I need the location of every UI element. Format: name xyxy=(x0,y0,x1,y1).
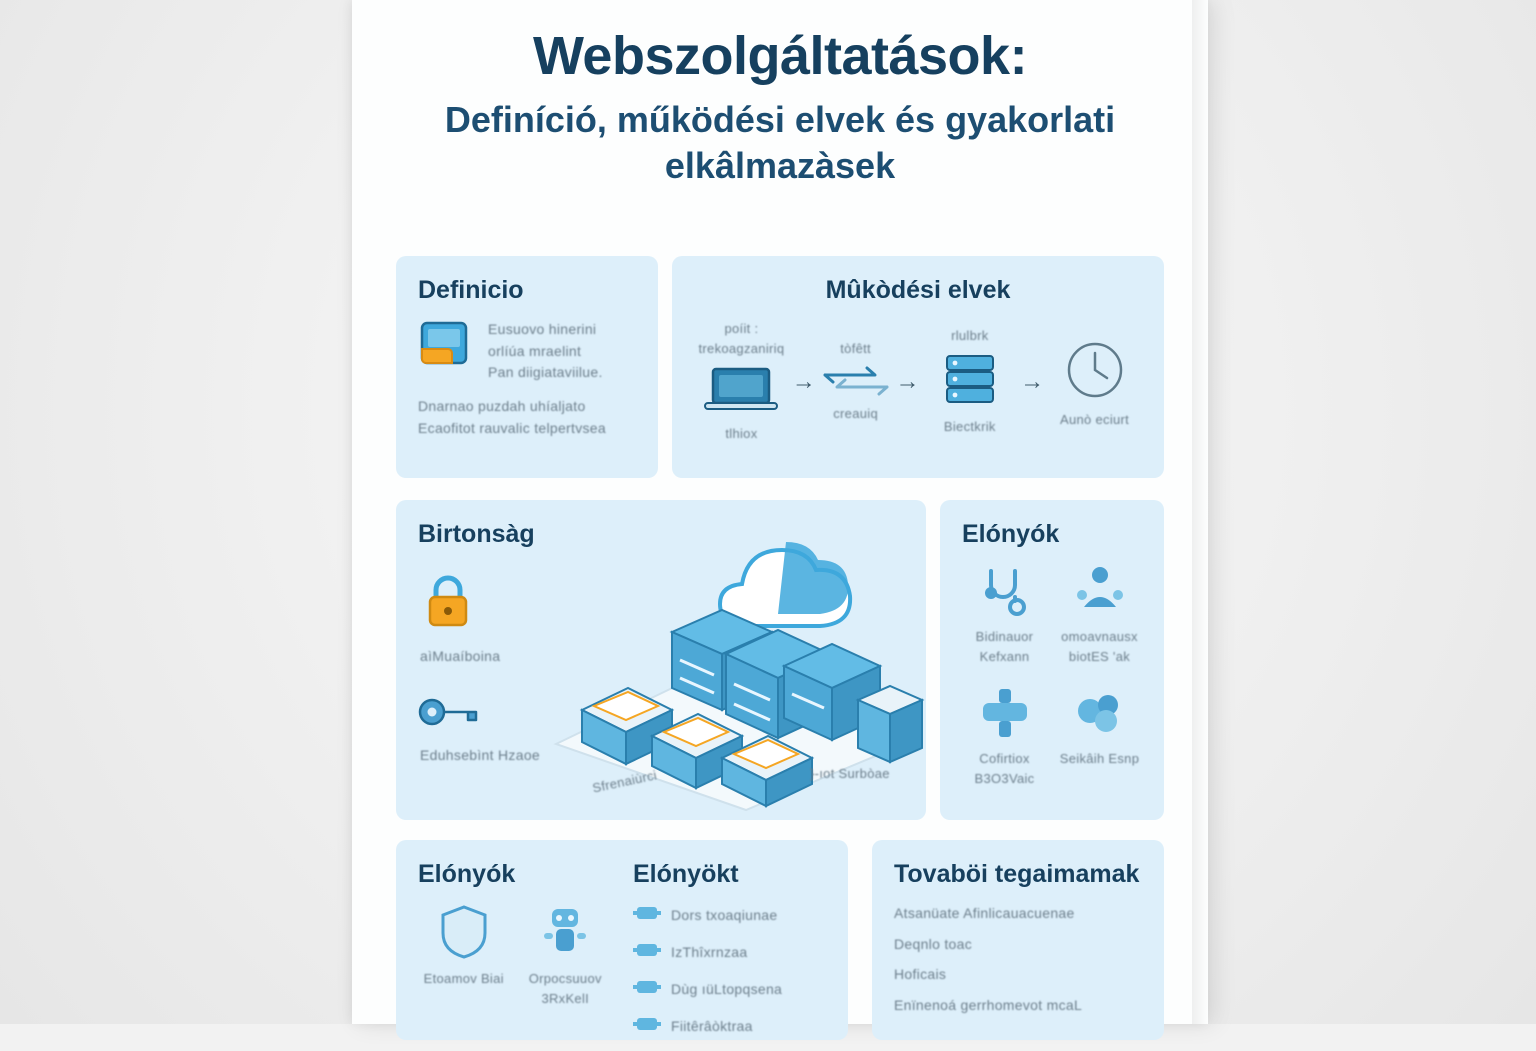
definicio-line: Eusuovo hinerini orlíúa mraelint xyxy=(488,321,597,359)
elonyok-bottom-cell-1 xyxy=(418,903,510,1009)
flow-step-4-bottom-label: Aunò eciurt xyxy=(1060,412,1130,428)
panel-biztonsag xyxy=(396,500,926,820)
definicio-text-block-2 xyxy=(418,396,636,439)
definicio-line: Ecaofitot rauvalic telpertvsea xyxy=(418,419,606,436)
arrow-right-icon-1: → xyxy=(791,367,816,395)
panel-elonyok-bottom-left-title: Elónyók xyxy=(418,860,516,888)
elonyokt-bullet-3-label: Dùg ıüLtopqsena xyxy=(671,980,783,997)
elonyok-right-grid xyxy=(962,563,1142,790)
flow-step-3-bottom-label: Biectkrik xyxy=(943,419,996,435)
elonyokt-bullet-4 xyxy=(633,1014,826,1039)
infographic-poster xyxy=(352,0,1208,1034)
elonyok-bottom-left-col xyxy=(418,860,611,1051)
panel-elonyokt-title: Elónyökt xyxy=(633,860,739,888)
tovabbi-line: Enïnenoá gerrhomevot mcaL xyxy=(894,997,1083,1014)
arrow-right-icon-3: → xyxy=(1020,367,1045,395)
elonyok-right-cell-3-label: Cofirtiox B3O3Vaic xyxy=(974,751,1035,787)
flow-step-2-top-label: tòfêtt xyxy=(840,341,871,357)
panel-definicio xyxy=(396,256,658,478)
panel-biztonsag-title: Birtonsàg xyxy=(418,520,535,548)
definicio-line: Pan diigiataviilue. xyxy=(488,364,603,381)
panel-tovabbi-title: Tovaböi tegaimamak xyxy=(894,860,1140,888)
elonyok-bottom-left-grid xyxy=(418,903,611,1009)
cloud-icon xyxy=(720,542,850,626)
flow-step-3 xyxy=(922,326,1017,437)
panel-elonyok-bottom xyxy=(396,840,848,1040)
panel-tovabbi-tegaimamak xyxy=(872,840,1164,1040)
panel-definicio-title: Definicio xyxy=(418,276,524,304)
person-network-icon xyxy=(1057,563,1142,619)
biztonsag-caption-right: }-ıot Surbòae xyxy=(810,766,890,781)
poster-title-subtitle: Definíció, működési elvek és gyakorlati elkâlmazàsek xyxy=(444,98,1116,186)
elonyok-bottom-split xyxy=(418,860,826,1051)
elonyokt-bullet-3 xyxy=(633,977,826,1002)
chip-icon xyxy=(633,903,661,928)
chip-icon xyxy=(633,1014,661,1039)
elonyokt-bullet-2-label: IzThîxrnzaa xyxy=(671,943,748,960)
flow-step-2-bottom-label: creauiq xyxy=(833,406,878,422)
valve-icon xyxy=(962,685,1047,741)
laptop-icon xyxy=(703,400,779,417)
server-stack-icon xyxy=(939,393,1001,410)
flow-step-4 xyxy=(1047,333,1142,430)
elonyokt-bullet-2 xyxy=(633,940,826,965)
cloud-cluster-icon xyxy=(1057,685,1142,741)
elonyok-right-cell-3 xyxy=(962,685,1047,789)
biztonsag-item-1-label: aìMuaíboina xyxy=(420,648,501,664)
flow-step-1-top-label: poíit : trekoagzaniriq xyxy=(698,321,785,357)
flow-step-1 xyxy=(694,319,789,444)
definicio-text-block xyxy=(488,319,636,384)
panel-mukodesi-elvek xyxy=(672,256,1164,478)
tovabbi-line: Atsanüate Afinlicauacuenae xyxy=(894,905,1075,921)
arrow-right-icon-2: → xyxy=(895,367,920,395)
shield-icon xyxy=(418,903,510,961)
flow-step-2 xyxy=(819,339,893,424)
elonyok-right-cell-2 xyxy=(1057,563,1142,667)
biztonsag-item-2-label: Eduhsebìnt Hzaoe xyxy=(420,746,540,763)
elonyok-bottom-cell-2 xyxy=(520,903,612,1009)
elonyok-right-cell-4 xyxy=(1057,685,1142,789)
robot-icon xyxy=(520,903,612,961)
tovabbi-list xyxy=(894,903,1142,1017)
clock-icon xyxy=(1064,388,1126,405)
stethoscope-icon xyxy=(962,563,1047,619)
elonyokt-bullet-1-label: Dors txoaqiunae xyxy=(671,906,778,923)
padlock-icon xyxy=(418,571,478,638)
poster-title-block xyxy=(352,0,1208,195)
elonyok-right-cell-1-label: Bidinauor Kefxann xyxy=(975,629,1034,665)
exchange-icon xyxy=(821,382,891,399)
mukodesi-flow xyxy=(694,319,1142,444)
panel-elonyok-right xyxy=(940,500,1164,820)
definicio-line: Dnarnao puzdah uhíaljato xyxy=(418,398,586,415)
elonyok-bottom-cell-1-label: Etoamov Biai xyxy=(423,971,504,986)
panel-elonyok-right-title: Elónyók xyxy=(962,520,1060,548)
chip-icon xyxy=(633,977,661,1002)
elonyokt-bullet-1 xyxy=(633,903,826,928)
key-icon xyxy=(418,694,482,735)
panel-mukodesi-elvek-title: Mûkòdési elvek xyxy=(825,276,1011,304)
flow-step-1-bottom-label: tlhiox xyxy=(725,426,758,442)
tovabbi-line: Hoficais xyxy=(894,966,947,983)
definicio-content xyxy=(418,319,636,384)
chip-icon xyxy=(633,940,661,965)
biztonsag-caption-center: Sfrenaiùrci xyxy=(591,767,659,796)
elonyok-right-cell-4-label: Seikâih Esnp xyxy=(1059,751,1140,767)
poster-title-main: Webszolgáltatások: xyxy=(532,26,1028,86)
document-icon xyxy=(418,319,474,374)
elonyokt-bottom-mid-col xyxy=(633,860,826,1051)
elonyokt-bullet-4-label: Fiitêrâòktraa xyxy=(671,1017,753,1034)
elonyok-right-cell-1 xyxy=(962,563,1047,667)
tovabbi-line: Deqnlo toac xyxy=(894,935,973,952)
flow-step-3-top-label: rlulbrk xyxy=(951,328,989,344)
elonyok-right-cell-2-label: omoavnausx biotES 'ak xyxy=(1061,629,1138,665)
elonyok-bottom-cell-2-label: Orpocsuuov 3RxKelI xyxy=(528,971,602,1007)
